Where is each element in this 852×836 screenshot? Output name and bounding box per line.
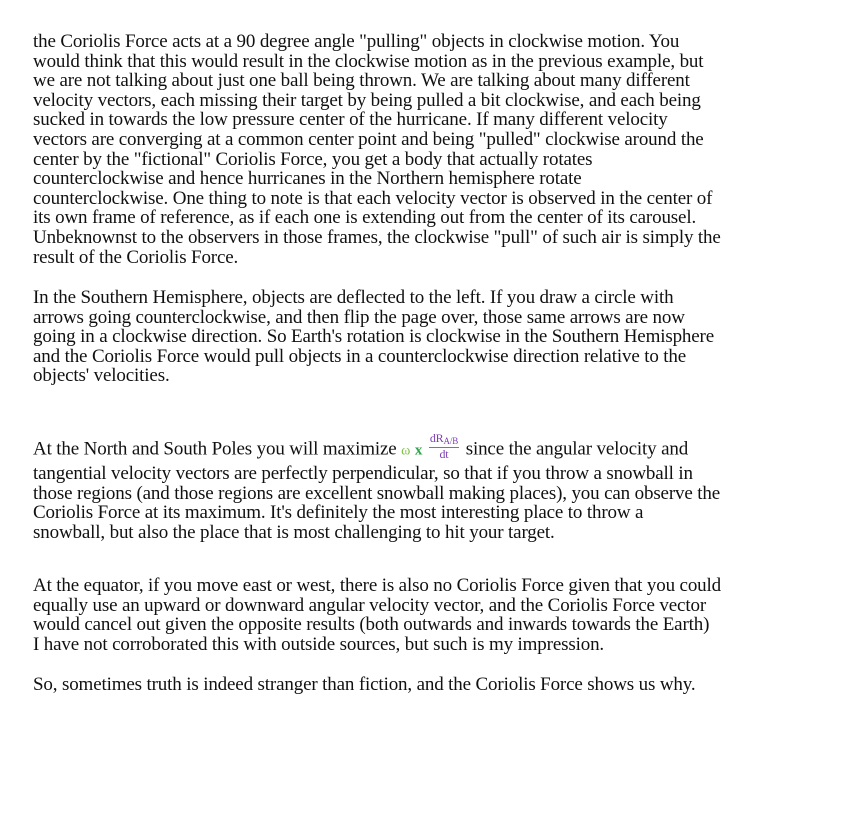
- derivative-fraction: [429, 432, 459, 460]
- omega-symbol: ω: [401, 443, 411, 459]
- cross-product-symbol: x: [414, 442, 423, 459]
- text-line: the Coriolis Force acts at a 90 degree angle "pulling" objects in clockwise motion. You: [33, 31, 680, 52]
- text-line: vectors are converging at a common center point and being "pulled" clockwise around the: [33, 128, 704, 150]
- text-line: [33, 431, 720, 464]
- text-line: going in a clockwise direction. So Earth's rotation is clockwise in the Southern Hemisphere: [33, 326, 715, 348]
- fraction-denominator: dt: [439, 447, 449, 461]
- text-line: sucked in towards the low pressure center of the hurricane. If many different velocity: [33, 109, 668, 131]
- text-span: since the angular velocity and: [461, 438, 689, 460]
- text-span: At the North and South Poles you will maximize: [33, 438, 402, 460]
- text-line: arrows going counterclockwise, and then flip the page over, those same arrows are now: [33, 306, 685, 328]
- paragraph-coriolis-hurricanes: [33, 32, 721, 267]
- text-line: counterclockwise and hence hurricanes in the Northern hemisphere rotate: [33, 168, 582, 190]
- text-line: I have not corroborated this with outside sources, but such is my impression.: [33, 633, 605, 655]
- text-line: snowball, but also the place that is most challenging to hit your target.: [33, 521, 555, 543]
- text-line: would cancel out given the opposite results (both outwards and inwards towards the Earth): [33, 614, 710, 636]
- paragraph-poles: [33, 431, 721, 543]
- text-line: Coriolis Force at its maximum. It's definitely the most interesting place to throw a: [33, 502, 644, 524]
- fraction-numerator: [429, 432, 459, 448]
- text-line: Unbeknownst to the observers in those frames, the clockwise "pull" of such air is simply the: [33, 226, 721, 248]
- text-line: its own frame of reference, as if each one is extending out from the center of its carousel.: [33, 207, 697, 229]
- text-line: equally use an upward or downward angular velocity vector, and the Coriolis Force vector: [33, 594, 706, 616]
- text-line: objects' velocities.: [33, 365, 170, 387]
- text-line: In the Southern Hemisphere, objects are deflected to the left. If you draw a circle with: [33, 287, 674, 308]
- text-line: So, sometimes truth is indeed stranger than fiction, and the Coriolis Force shows us why.: [33, 674, 696, 695]
- numerator-subscript: A/B: [443, 436, 459, 446]
- paragraph-conclusion: [33, 675, 695, 695]
- numerator-text: dR: [429, 431, 444, 445]
- text-line: velocity vectors, each missing their target by being pulled a bit clockwise, and each being: [33, 89, 701, 111]
- text-line: center by the "fictional" Coriolis Force, you get a body that actually rotates: [33, 148, 593, 170]
- text-line: and the Coriolis Force would pull objects in a counterclockwise direction relative to the: [33, 345, 687, 367]
- paragraph-southern-hemisphere: [33, 288, 714, 386]
- text-line: tangential velocity vectors are perfectly perpendicular, so that if you throw a snowball in: [33, 463, 693, 484]
- text-line: counterclockwise. One thing to note is that each velocity vector is observed in the center of: [33, 187, 713, 209]
- text-line: we are not talking about just one ball being thrown. We are talking about many different: [33, 70, 690, 92]
- text-line: would think that this would result in the clockwise motion as in the previous example, but: [33, 50, 704, 72]
- text-line: those regions (and those regions are excellent snowball making places), you can observe the: [33, 482, 721, 504]
- paragraph-equator: [33, 576, 721, 654]
- text-line: result of the Coriolis Force.: [33, 246, 239, 268]
- text-line: At the equator, if you move east or west, there is also no Coriolis Force given that you could: [33, 575, 721, 596]
